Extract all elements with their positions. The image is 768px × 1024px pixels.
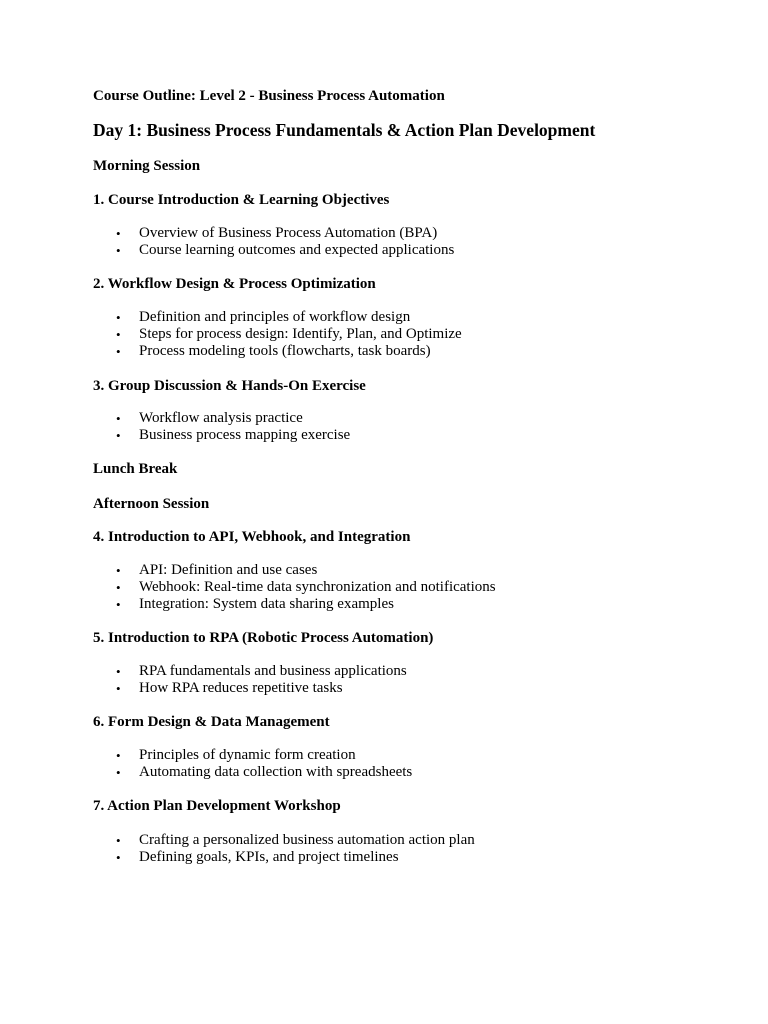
- bullet-list: [93, 562, 496, 613]
- section-heading: 6. Form Design & Data Management: [93, 714, 330, 730]
- list-item: [93, 242, 454, 259]
- bullet-icon: •: [116, 597, 121, 612]
- list-item-text: Overview of Business Process Automation (BPA): [139, 225, 438, 241]
- document-title: Course Outline: Level 2 - Business Process Automation: [93, 88, 445, 104]
- bullet-icon: •: [116, 243, 121, 258]
- list-item-text: How RPA reduces repetitive tasks: [139, 680, 343, 696]
- bullet-icon: •: [116, 850, 121, 865]
- list-item-text: Principles of dynamic form creation: [139, 747, 356, 763]
- list-item-text: Webhook: Real-time data synchronization and notifications: [139, 579, 496, 595]
- bullet-icon: •: [116, 681, 121, 696]
- bullet-icon: •: [116, 327, 121, 342]
- list-item: [93, 410, 350, 427]
- bullet-icon: •: [116, 580, 121, 595]
- list-item: [93, 680, 407, 697]
- list-item-text: Integration: System data sharing examples: [139, 596, 394, 612]
- bullet-list: [93, 663, 407, 697]
- section-heading: 5. Introduction to RPA (Robotic Process Automation): [93, 630, 434, 646]
- list-item: [93, 343, 462, 360]
- list-item-text: Crafting a personalized business automation action plan: [139, 832, 475, 848]
- list-item: [93, 832, 475, 849]
- bullet-list: [93, 747, 412, 781]
- bullet-list: [93, 410, 350, 444]
- section-heading: 3. Group Discussion & Hands-On Exercise: [93, 378, 366, 394]
- list-item-text: Steps for process design: Identify, Plan, and Optimize: [139, 326, 462, 342]
- bullet-icon: •: [116, 226, 121, 241]
- section-heading: 2. Workflow Design & Process Optimization: [93, 276, 376, 292]
- section-heading: 4. Introduction to API, Webhook, and Integration: [93, 529, 411, 545]
- list-item-text: RPA fundamentals and business applications: [139, 663, 407, 679]
- bullet-icon: •: [116, 344, 121, 359]
- bullet-icon: •: [116, 563, 121, 578]
- list-item-text: API: Definition and use cases: [139, 562, 318, 578]
- bullet-list: [93, 225, 454, 259]
- list-item-text: Business process mapping exercise: [139, 427, 351, 443]
- section-heading: 1. Course Introduction & Learning Objectives: [93, 192, 390, 208]
- list-item: [93, 427, 350, 444]
- afternoon-session-heading: Afternoon Session: [93, 496, 210, 512]
- list-item-text: Workflow analysis practice: [139, 410, 303, 426]
- bullet-list: [93, 832, 475, 866]
- bullet-icon: •: [116, 748, 121, 763]
- list-item: [93, 326, 462, 343]
- bullet-list: [93, 309, 462, 360]
- list-item-text: Defining goals, KPIs, and project timelines: [139, 849, 399, 865]
- list-item-text: Course learning outcomes and expected applications: [139, 242, 455, 258]
- list-item: [93, 309, 462, 326]
- bullet-icon: •: [116, 833, 121, 848]
- list-item-text: Definition and principles of workflow design: [139, 309, 411, 325]
- bullet-icon: •: [116, 428, 121, 443]
- section-heading: 7. Action Plan Development Workshop: [93, 798, 341, 814]
- bullet-icon: •: [116, 664, 121, 679]
- list-item: [93, 764, 412, 781]
- list-item-text: Process modeling tools (flowcharts, task boards): [139, 343, 431, 359]
- day-heading: Day 1: Business Process Fundamentals & Action Plan Development: [93, 120, 596, 140]
- bullet-icon: •: [116, 765, 121, 780]
- list-item-text: Automating data collection with spreadsheets: [139, 764, 413, 780]
- morning-session-heading: Morning Session: [93, 158, 201, 174]
- list-item: [93, 225, 454, 242]
- list-item: [93, 596, 496, 613]
- list-item: [93, 562, 496, 579]
- list-item: [93, 579, 496, 596]
- list-item: [93, 747, 412, 764]
- lunch-break-heading: Lunch Break: [93, 461, 178, 477]
- list-item: [93, 849, 475, 866]
- bullet-icon: •: [116, 411, 121, 426]
- list-item: [93, 663, 407, 680]
- bullet-icon: •: [116, 310, 121, 325]
